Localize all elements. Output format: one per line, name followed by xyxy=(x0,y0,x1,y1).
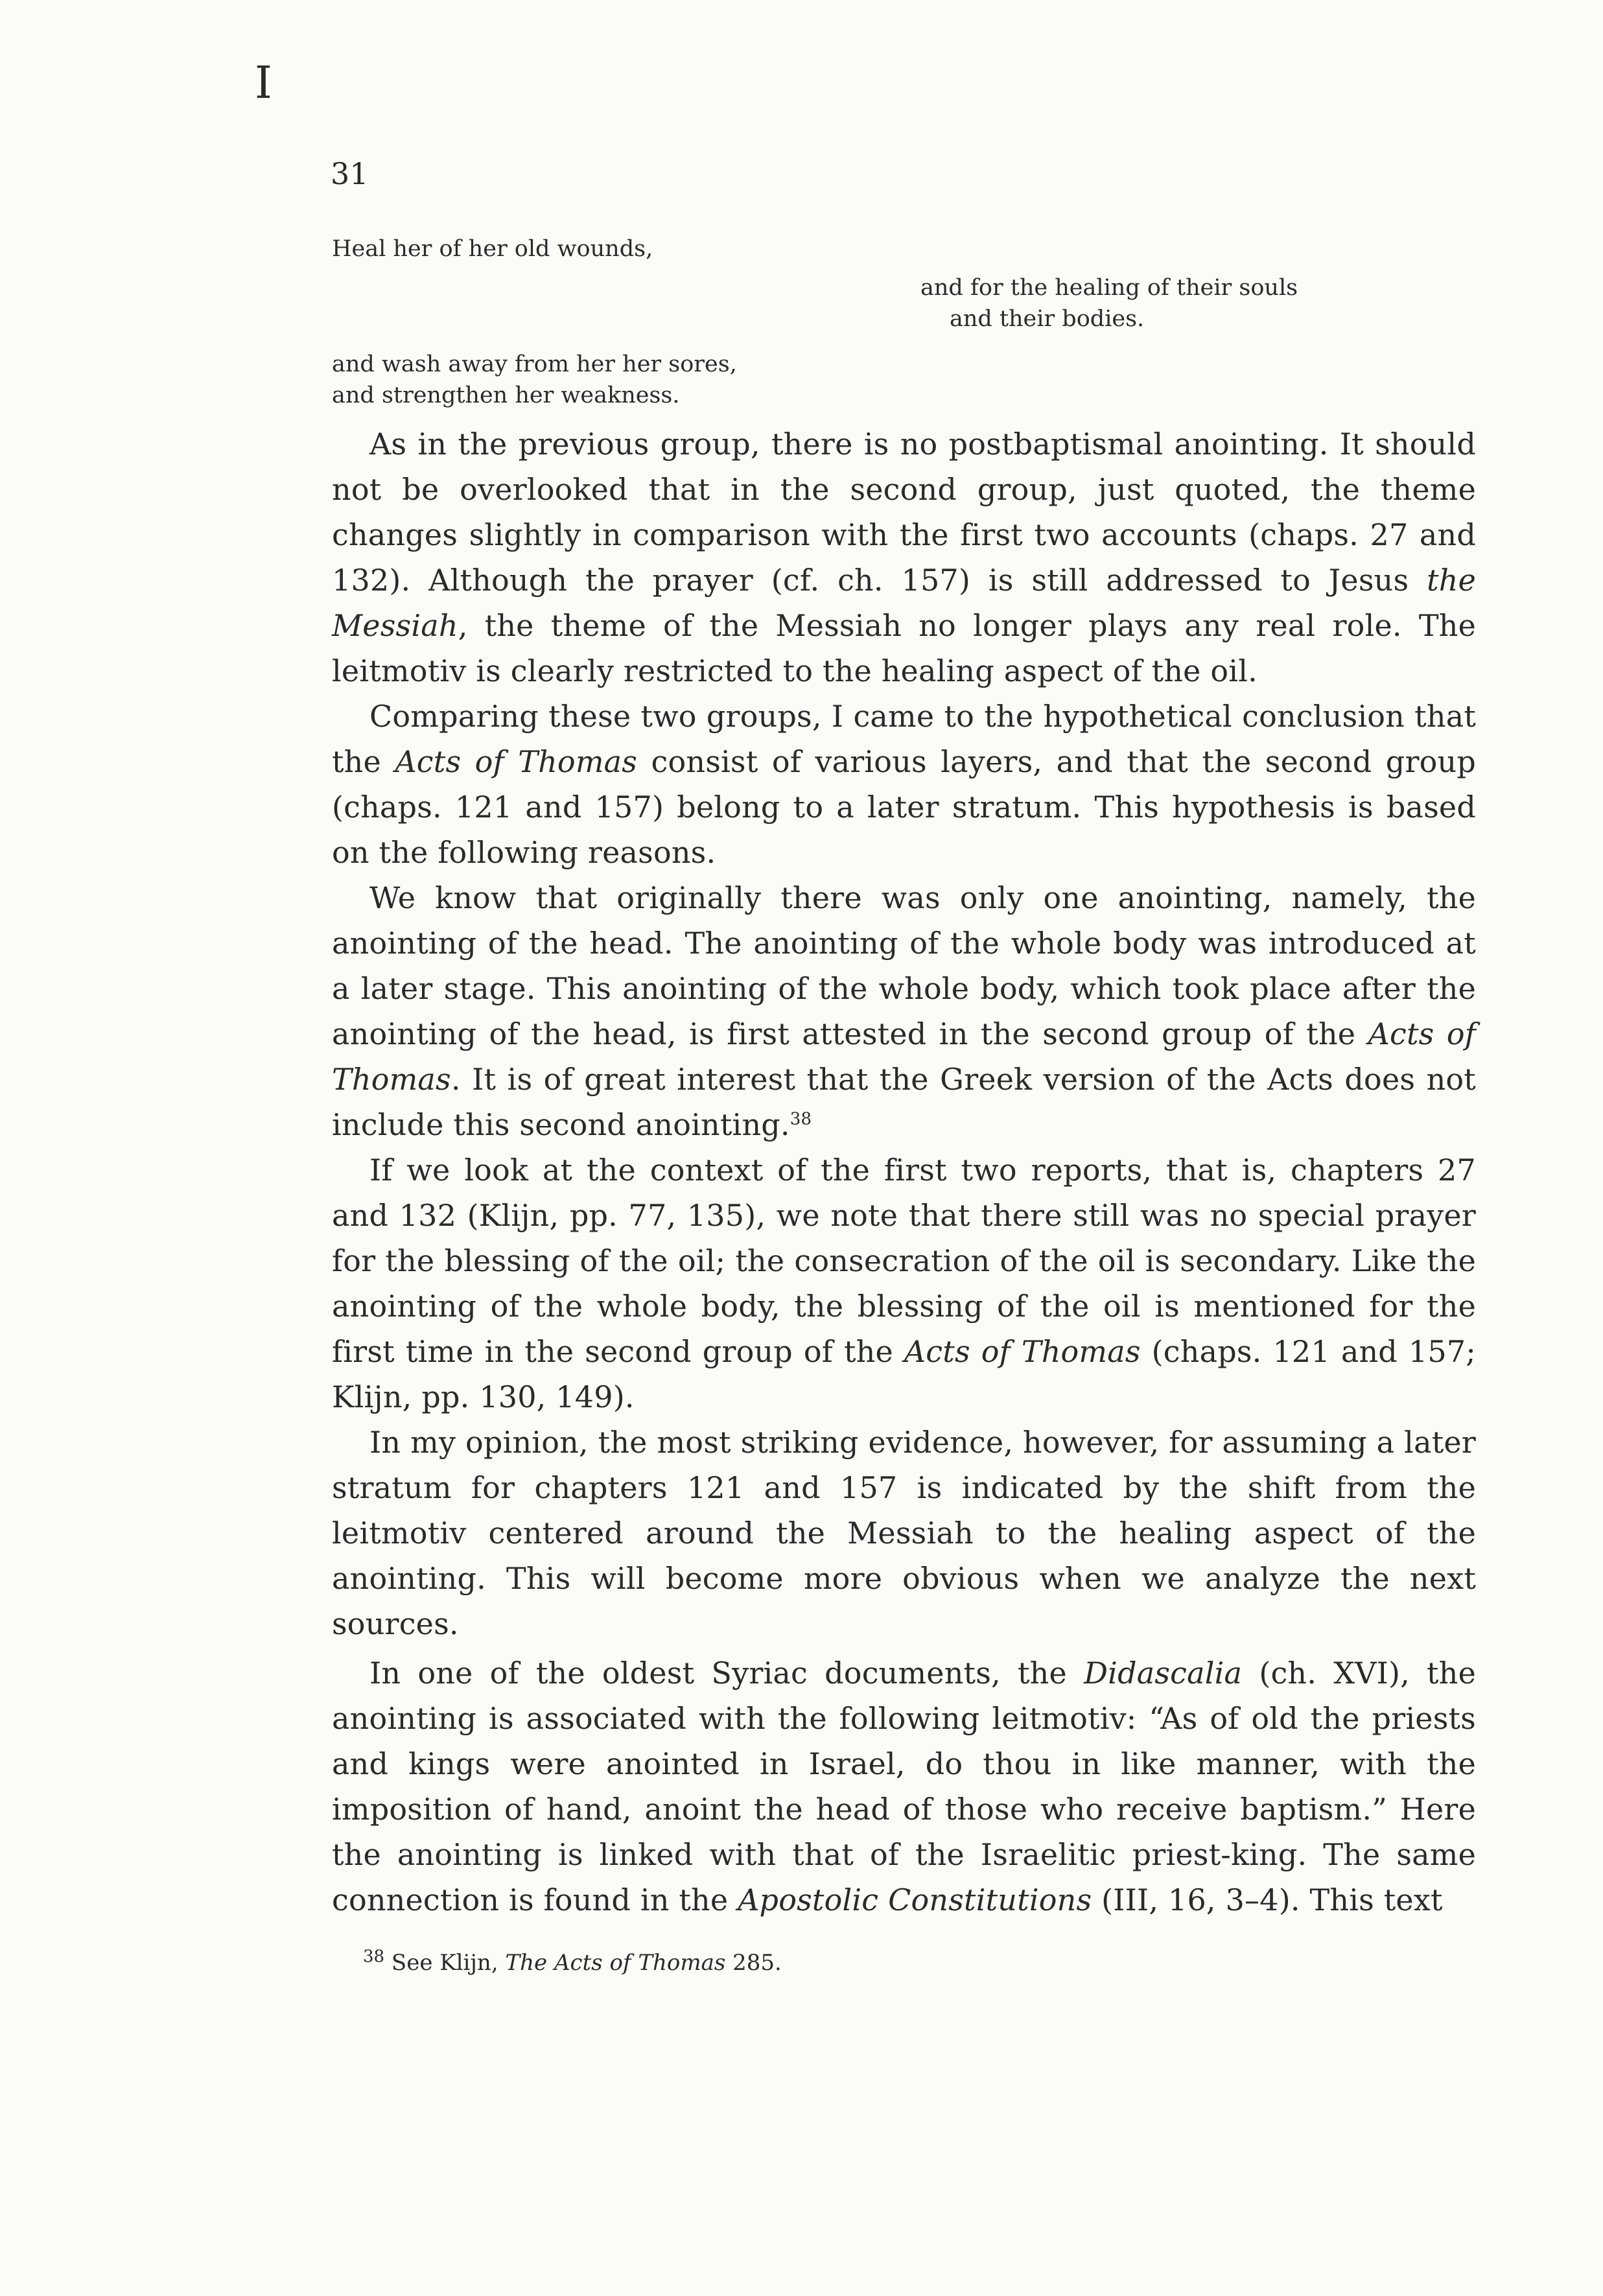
p2-text-a: Comparing these two groups, I came to the hypothetical conclusion that the xyxy=(332,699,1476,779)
paragraph-6 xyxy=(332,1650,1476,1923)
p3-italic: Acts of Thomas xyxy=(332,1016,1476,1097)
p1-text-c: , the theme of the Messiah no longer plays any real role. The leitmotiv is clearly restricted to the healing aspect of the oil. xyxy=(332,608,1476,688)
p6-text-e: (III, 16, 3–4). This text xyxy=(1092,1882,1443,1917)
p1-italic: the Messiah xyxy=(332,563,1476,643)
paragraph-2 xyxy=(332,694,1476,875)
p4-italic: Acts of Thomas xyxy=(904,1334,1141,1369)
page-number: 31 xyxy=(331,156,369,191)
paragraph-1 xyxy=(332,421,1476,694)
verse-right-line-2: and their bodies. xyxy=(950,306,1145,332)
footnote xyxy=(363,1949,782,1977)
p2-text-c: consist of various layers, and that the second group (chaps. 121 and 157) belong to a later stratum. This hypothesis is based on the following reasons. xyxy=(332,744,1476,870)
body-text xyxy=(332,421,1476,1923)
footnote-text-a: See Klijn, xyxy=(384,1950,506,1976)
verse-right-block xyxy=(920,272,1298,334)
section-numeral: I xyxy=(255,58,272,109)
footnote-italic: The Acts of Thomas xyxy=(505,1950,726,1976)
verse-right-line-1: and for the healing of their souls xyxy=(920,275,1298,301)
p3-text-c: . It is of great interest that the Greek version of the Acts does not include this second anointing. xyxy=(332,1062,1476,1142)
verse-left-line-3: and strengthen her weakness. xyxy=(332,382,680,408)
verse-left-block xyxy=(332,349,737,411)
p6-italic-2: Apostolic Constitutions xyxy=(738,1882,1092,1917)
p6-text-a: In one of the oldest Syriac documents, the xyxy=(369,1656,1084,1691)
footnote-reference[interactable]: 38 xyxy=(790,1109,812,1129)
p1-text-a: As in the previous group, there is no postbaptismal anointing. It should not be overlooked that in the second group, just quoted, the theme changes slightly in comparison with the first two accounts (chaps. 27 and 132). Although the prayer (cf. ch. 157) is still addressed to Jesus xyxy=(332,427,1476,598)
footnote-text-c: 285. xyxy=(725,1950,782,1976)
p6-text-c: (ch. XVI), the anointing is associated with the following leitmotiv: “As of old the priests and kings were anointed in Israel, do thou in like manner, with the imposition of hand, anoint the head of those who receive baptism.” Here the anointing is linked with that of the Israelitic priest-king. The same connection is found in the xyxy=(332,1656,1476,1917)
paragraph-3 xyxy=(332,875,1476,1147)
paragraph-4 xyxy=(332,1147,1476,1420)
p4-text-a: If we look at the context of the first two reports, that is, chapters 27 and 132 (Klijn, pp. 77, 135), we note that there still was no special prayer for the blessing of the oil; the consecration of the oil is secondary. Like the anointing of the whole body, the blessing of the oil is mentioned for the first time in the second group of the xyxy=(332,1153,1476,1369)
p4-text-c: (chaps. 121 and 157; Klijn, pp. 130, 149). xyxy=(332,1334,1476,1414)
paragraph-5 xyxy=(332,1420,1476,1646)
p2-italic: Acts of Thomas xyxy=(395,744,638,779)
p6-italic-1: Didascalia xyxy=(1084,1656,1243,1691)
verse-left-line-1: Heal her of her old wounds, xyxy=(332,236,653,262)
verse-left-line-2: and wash away from her her sores, xyxy=(332,351,737,377)
footnote-marker: 38 xyxy=(363,1947,385,1967)
p3-text-a: We know that originally there was only one anointing, namely, the anointing of the head. The anointing of the whole body was introduced at a later stage. This anointing of the whole body, which took place after the anointing of the head, is first attested in the second group of the xyxy=(332,880,1476,1051)
p5-text-a: In my opinion, the most striking evidence, however, for assuming a later stratum for chapters 121 and 157 is indicated by the shift from the leitmotiv centered around the Messiah to the healing aspect of the anointing. This will become more obvious when we analyze the next sources. xyxy=(332,1425,1476,1641)
